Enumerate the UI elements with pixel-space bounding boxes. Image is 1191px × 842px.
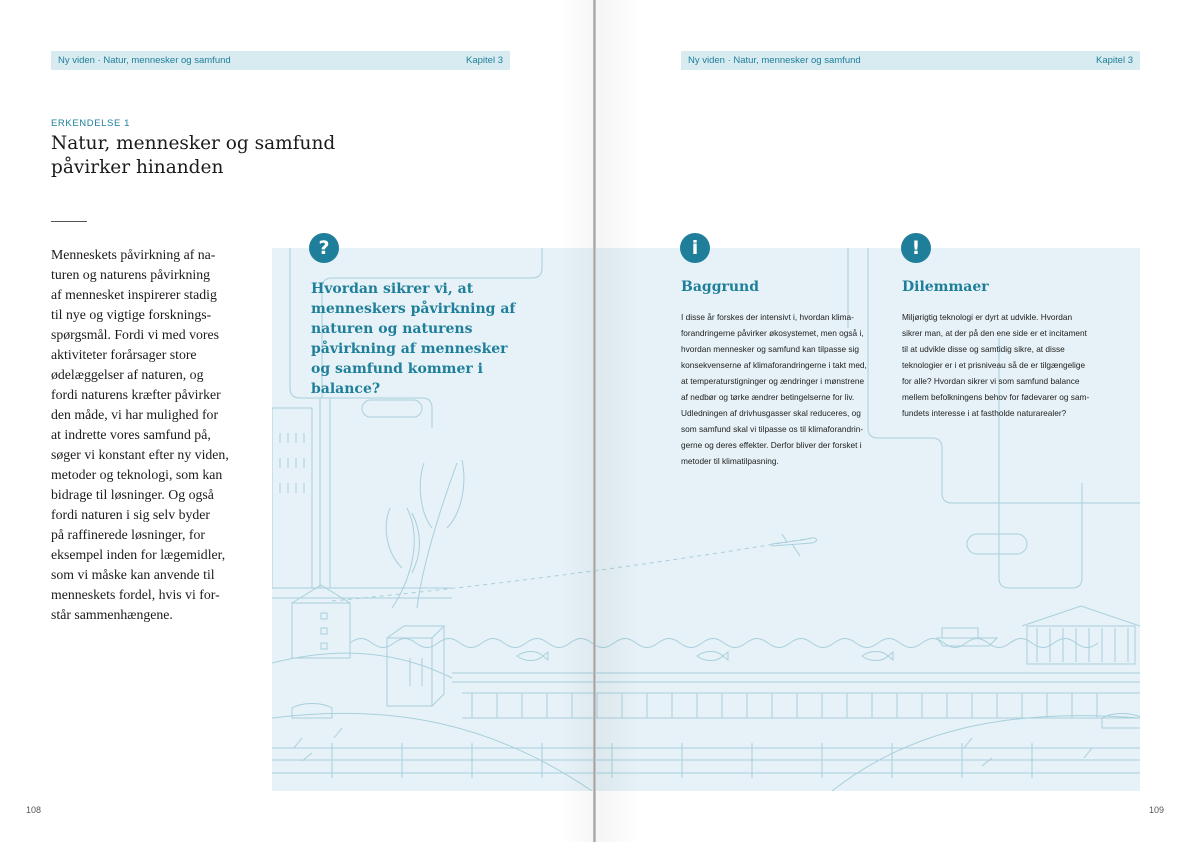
- book-gutter: [593, 0, 596, 842]
- research-question: Hvordan sikrer vi, at menneskers påvirkning af naturen og naturens påvirkning af mennesker og samfund kommer i balance?: [311, 281, 516, 397]
- info-icon: i: [680, 233, 710, 263]
- running-header-title: Ny viden · Natur, mennesker og samfund: [688, 55, 861, 66]
- section-kicker: ERKENDELSE 1: [51, 118, 131, 129]
- exclamation-icon: !: [901, 233, 931, 263]
- title-divider: [51, 221, 87, 222]
- page-number-right: 109: [1149, 805, 1165, 815]
- background-text: I disse år forskes der intensivt i, hvordan klima- forandringerne påvirker økosystemet, men også i, hvordan mennesker og samfund kan tilpasse sig konsekvenserne af klimaforandringerne i takt med, at temperaturstigninger og ændringer i mønstrene af nedbør og tørke ændrer betingelserne for liv. Udledningen af drivhusgasser skal reduceres, og som samfund skal vi tilpasse os til klimaforandrin- gerne og deres effekter. Derfor bliver der forsket i metoder til klimatilpasning.: [681, 312, 867, 466]
- running-header-title: Ny viden · Natur, mennesker og samfund: [58, 55, 231, 66]
- body-paragraph: Menneskets påvirkning af na- turen og naturens påvirkning af mennesket inspirerer stadig til nye og vigtige forsknings- spørgsmål. Fordi vi med vores aktiviteter forårsager store ødelæggelser af naturen, og fordi naturens kræfter påvirker den måde, vi har mulighed for at indrette vores samfund på, søger vi konstant efter ny viden, metoder og teknologi, som kan bidrage til løsninger. Og også fordi naturen i sig selv byder på raffinerede løsninger, for eksempel inden for lægemidler, som vi måske kan anvende til menneskets fordel, hvis vi for- står sammenhængene.: [51, 247, 229, 622]
- page-number-left: 108: [26, 805, 42, 815]
- dilemma-text: Miljørigtig teknologi er dyrt at udvikle. Hvordan sikrer man, at der på den ene side er et incitament til at udvikle disse og samtidig sikre, at disse teknologier er i et prisniveau så de er tilgængelige for alle? Hvordan sikrer vi som samfund balance mellem befolkningens behov for fødevarer og sam- fundets interesse i at fastholde naturarealer?: [902, 312, 1090, 418]
- background-heading: Baggrund: [681, 279, 760, 295]
- running-header-chapter: Kapitel 3: [466, 55, 503, 66]
- question-mark-icon: ?: [309, 233, 339, 263]
- left-running-header: [51, 51, 510, 70]
- page-title: Natur, mennesker og samfund påvirker hinanden: [51, 133, 336, 178]
- running-header-chapter: Kapitel 3: [1096, 55, 1133, 66]
- right-running-header: [681, 51, 1140, 70]
- dilemma-heading: Dilemmaer: [902, 279, 989, 295]
